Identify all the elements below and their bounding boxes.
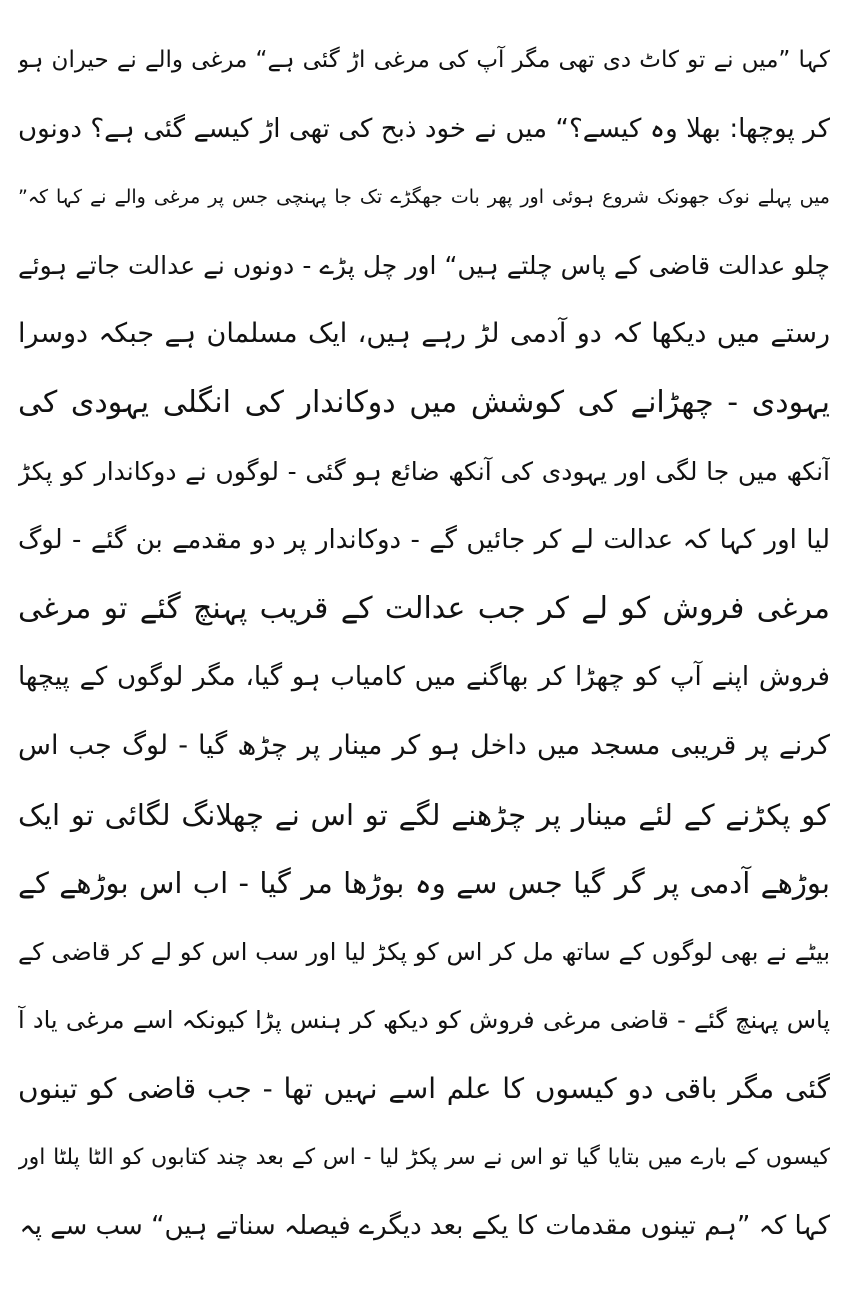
urdu-story-text xyxy=(18,26,830,1261)
text-line: کیسوں کے بارے میں بتایا گیا تو اس نے سر پکڑ لیا - اس کے بعد چند کتابوں کو الٹا پلٹا اور xyxy=(18,1144,830,1170)
text-line: میں پہلے نوک جھونک شروع ہوئی اور پھر بات جھگڑے تک جا پہنچی جس پر مرغی والے نے کہا کہ” xyxy=(18,186,830,209)
text-line: کر پوچھا: بھلا وہ کیسے؟“ میں نے خود ذبح کی تھی اڑ کیسے گئی ہے؟ دونوں xyxy=(18,113,830,144)
text-line: کرنے پر قریبی مسجد میں داخل ہو کر مینار پر چڑھ گیا - لوگ جب اس xyxy=(18,729,830,761)
text-line: بیٹے نے بھی لوگوں کے ساتھ مل کر اس کو پکڑ لیا اور سب اس کو لے کر قاضی کے xyxy=(18,937,830,966)
text-line: گئی مگر باقی دو کیسوں کا علم اسے نہیں تھا - جب قاضی کو تینوں xyxy=(18,1071,830,1105)
text-line: لیا اور کہا کہ عدالت لے کر جائیں گے - دوکاندار پر دو مقدمے بن گئے - لوگ xyxy=(18,525,830,556)
text-line: رستے میں دیکھا کہ دو آدمی لڑ رہے ہیں، ایک مسلمان ہے جبکہ دوسرا xyxy=(18,318,830,350)
text-line: فروش اپنے آپ کو چھڑا کر بھاگنے میں کامیاب ہو گیا، مگر لوگوں کے پیچھا xyxy=(18,662,830,693)
text-line: پاس پہنچ گئے - قاضی مرغی فروش کو دیکھ کر ہنس پڑا کیونکہ اسے مرغی یاد آ xyxy=(18,1006,830,1035)
text-line: کہا ”میں نے تو کاٹ دی تھی مگر آپ کی مرغی اڑ گئی ہے“ مرغی والے نے حیران ہو xyxy=(18,47,830,73)
text-line: کو پکڑنے کے لئے مینار پر چڑھنے لگے تو اس نے چھلانگ لگائی تو ایک xyxy=(18,797,830,832)
text-line: بوڑھے آدمی پر گر گیا جس سے وہ بوڑھا مر گیا - اب اس بوڑھے کے xyxy=(18,866,830,901)
text-line: مرغی فروش کو لے کر جب عدالت کے قریب پہنچ گئے تو مرغی xyxy=(18,590,830,626)
text-line-last: کہا کہ ”ہم تینوں مقدمات کا یکے بعد دیگرے فیصلہ سناتے ہیں“ سب سے پہ xyxy=(19,1211,830,1242)
text-line: یہودی - چھڑانے کی کوشش میں دوکاندار کی انگلی یہودی کی xyxy=(18,384,830,420)
text-line: چلو عدالت قاضی کے پاس چلتے ہیں“ اور چل پڑے - دونوں نے عدالت جاتے ہوئے xyxy=(18,250,830,280)
text-line: آنکھ میں جا لگی اور یہودی کی آنکھ ضائع ہو گئی - لوگوں نے دوکاندار کو پکڑ xyxy=(18,456,830,486)
